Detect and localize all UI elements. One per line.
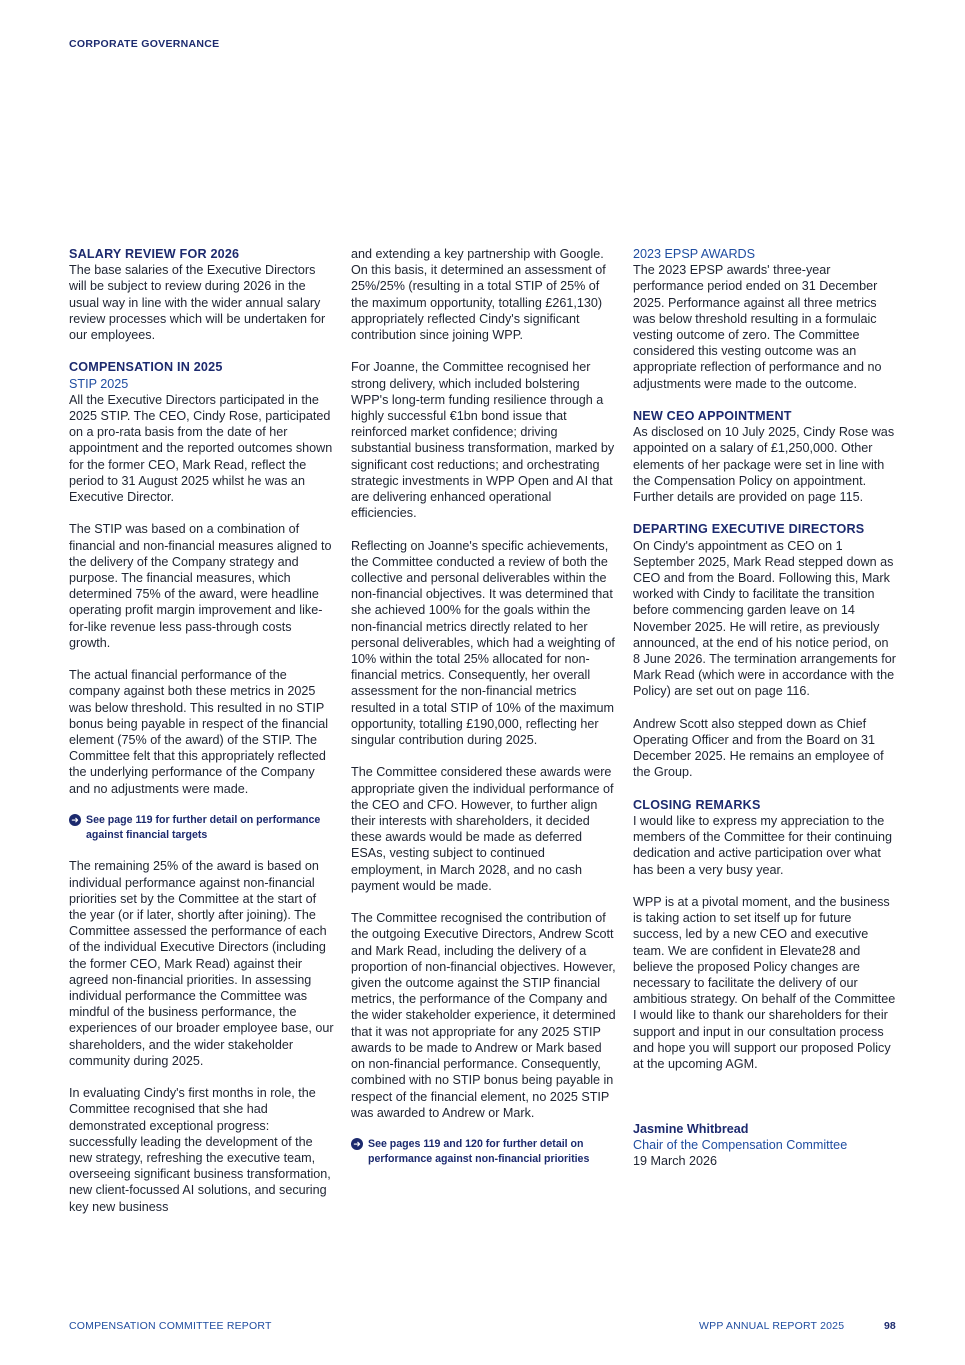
- stip-paragraph-5: In evaluating Cindy's first months in role, the Committee recognised that she had demonstrated exceptional progress: successfully leading the development of the new strategy, refreshing the executive team, overseeing significant business transformation, new client-focussed AI solutions, and securing key new business: [69, 1086, 331, 1214]
- section-label: CORPORATE GOVERNANCE: [69, 38, 220, 50]
- salary-review-paragraph: The base salaries of the Executive Directors will be subject to review during 2026 in the usual way in line with the wider annual salary review processes which will be undertaken for our employees.: [69, 263, 326, 343]
- epsp-paragraph: The 2023 EPSP awards' three-year performance period ended on 31 December 2025. Performance against all three metrics was below threshold resulting in a formulaic vesting outcome of zero. The Committee considered this vesting outcome was an appropriate reflection of performance and no adjustments were made to the outcome.: [633, 263, 882, 391]
- stip-paragraph-4: The remaining 25% of the award is based on individual performance against non-financial priorities set by the Committee at the start of the year (or if later, shortly after joining). The Committee assessed the performance of each of the individual Executive Directors (including the former CEO, Mark Read) against their agreed non-financial priorities. In assessing individual performance the Committee was mindful of the business performance, the experiences of our broader employee base, our shareholders, and the wider stakeholder community during 2025.: [69, 859, 334, 1068]
- col2-paragraph-4: The Committee considered these awards were appropriate given the individual performance of the CEO and CFO. However, to further align their interests with shareholders, it decided these awards would be made as deferred ESAs, vesting subject to continued employment, in March 2028, and no cash payment would be made.: [351, 765, 614, 893]
- stip-paragraph-2: The STIP was based on a combination of financial and non-financial measures aligned to the delivery of the Company strategy and purpose. The financial measures, which determined 75% of the award, were headline operating profit margin improvement and like-for-like revenue less pass-through costs growth.: [69, 522, 332, 650]
- page-number: 98: [884, 1320, 896, 1332]
- footer-report-title: WPP ANNUAL REPORT 2025: [699, 1320, 845, 1332]
- stip-paragraph-3: The actual financial performance of the company against both these metrics in 2025 was below threshold. This resulted in no STIP bonus being payable in respect of the financial element (75% of the award) of the STIP. The Committee felt that this appropriately reflected the underlying performance of the Company and no adjustments were made.: [69, 668, 329, 796]
- departing-directors-heading: DEPARTING EXECUTIVE DIRECTORS: [633, 522, 865, 537]
- compensation-heading: COMPENSATION IN 2025: [69, 360, 223, 375]
- signature-date: 19 March 2026: [633, 1154, 718, 1169]
- signatory-title: Chair of the Compensation Committee: [633, 1138, 848, 1153]
- column-1: [69, 246, 335, 1215]
- financial-targets-link[interactable]: [69, 813, 335, 842]
- non-financial-priorities-link[interactable]: [351, 1137, 617, 1166]
- financial-targets-link-text: See page 119 for further detail on performance against financial targets: [86, 814, 321, 841]
- closing-remarks-heading: CLOSING REMARKS: [633, 797, 761, 812]
- non-financial-priorities-link-text: See pages 119 and 120 for further detail on performance against non-financial priorities: [368, 1138, 590, 1165]
- closing-paragraph-1: I would like to express my appreciation to the members of the Committee for their continuing dedication and active participation over what has been a very busy year.: [633, 814, 892, 877]
- col2-paragraph-2: For Joanne, the Committee recognised her strong delivery, which included bolstering WPP's long-term funding resilience through a highly successful €1bn bond issue that reinforced market confidence; driving substantial business transformation, marked by significant cost reductions; and orchestrating strategic investments in WPP Open and AI that are delivering enhanced operational efficiencies.: [351, 360, 615, 521]
- epsp-subheading: 2023 EPSP AWARDS: [633, 247, 756, 261]
- new-ceo-paragraph: As disclosed on 10 July 2025, Cindy Rose was appointed on a salary of £1,250,000. Other elements of her package were set in line with the Compensation Policy on appointment. Further details are provided on page 115.: [633, 425, 895, 505]
- new-ceo-heading: NEW CEO APPOINTMENT: [633, 409, 792, 424]
- departing-paragraph-1: On Cindy's appointment as CEO on 1 September 2025, Mark Read stepped down as CEO and from the Board. Following this, Mark worked with Cindy to facilitate the transition before commencing garden leave on 14 November 2025. He will retire, as previously announced, at the end of his notice period, on 8 June 2026. The termination arrangements for Mark Read (which were in accordance with the Policy) are set out on page 116.: [633, 538, 896, 699]
- signatory-name: Jasmine Whitbread: [633, 1121, 749, 1136]
- departing-paragraph-2: Andrew Scott also stepped down as Chief Operating Officer and from the Board on 31 December 2025. He remains an employee of the Group.: [633, 716, 884, 780]
- column-3: [633, 246, 899, 1169]
- arrow-right-circle-icon: ➜: [351, 1138, 363, 1150]
- closing-paragraph-2: WPP is at a pivotal moment, and the business is taking action to set itself up for future success, led by a new CEO and executive team. We are confident in Elevate28 and believe the proposed Policy changes are necessary to facilitate the delivery of our ambitious strategy. On behalf of the Committee I would like to thank our shareholders for their support and input in our consultation process and hope you will support our proposed Policy at the upcoming AGM.: [633, 895, 896, 1072]
- col2-paragraph-1: and extending a key partnership with Google. On this basis, it determined an assessment of 25%/25% (resulting in a total STIP of 25% of the maximum opportunity, totalling £261,130) appropriately reflected Cindy's significant contribution since joining WPP.: [351, 247, 606, 343]
- col2-paragraph-3: Reflecting on Joanne's specific achievements, the Committee conducted a review of both the collective and personal deliverables within the non-financial objectives. It was determined that she achieved 100% for the goals within the non-financial metrics directly related to her personal deliverables, which had a weighting of 10% within the total 25% allocated for non-financial metrics. Consequently, her overall assessment for the non-financial metrics resulted in a total STIP of 10% of the maximum opportunity, totalling £190,000, reflecting her singular contribution during 2025.: [351, 538, 615, 748]
- stip-subheading: STIP 2025: [69, 376, 129, 391]
- column-2: [351, 246, 617, 1182]
- salary-review-heading: SALARY REVIEW FOR 2026: [69, 247, 240, 261]
- footer-section-title: COMPENSATION COMMITTEE REPORT: [69, 1320, 272, 1332]
- col2-paragraph-5: The Committee recognised the contribution of the outgoing Executive Directors, Andrew Scott and Mark Read, including the delivery of a proportion of non-financial objectives. However, given the outcome against the STIP financial metrics, the performance of the Company and the wider stakeholder experience, it determined that it was not appropriate for any 2025 STIP awards to be made to Andrew or Mark based on non-financial performance. Consequently, combined with no STIP bonus being payable in respect of the financial element, no 2025 STIP was awarded to Andrew or Mark.: [351, 911, 616, 1120]
- arrow-right-circle-icon: ➜: [69, 814, 81, 826]
- stip-paragraph-1: All the Executive Directors participated in the 2025 STIP. The CEO, Cindy Rose, participated on a pro-rata basis from the date of her appointment and the reported outcomes shown for the former CEO, Mark Read, reflect the period to 31 August 2025 whilst he was an Executive Director.: [69, 392, 333, 505]
